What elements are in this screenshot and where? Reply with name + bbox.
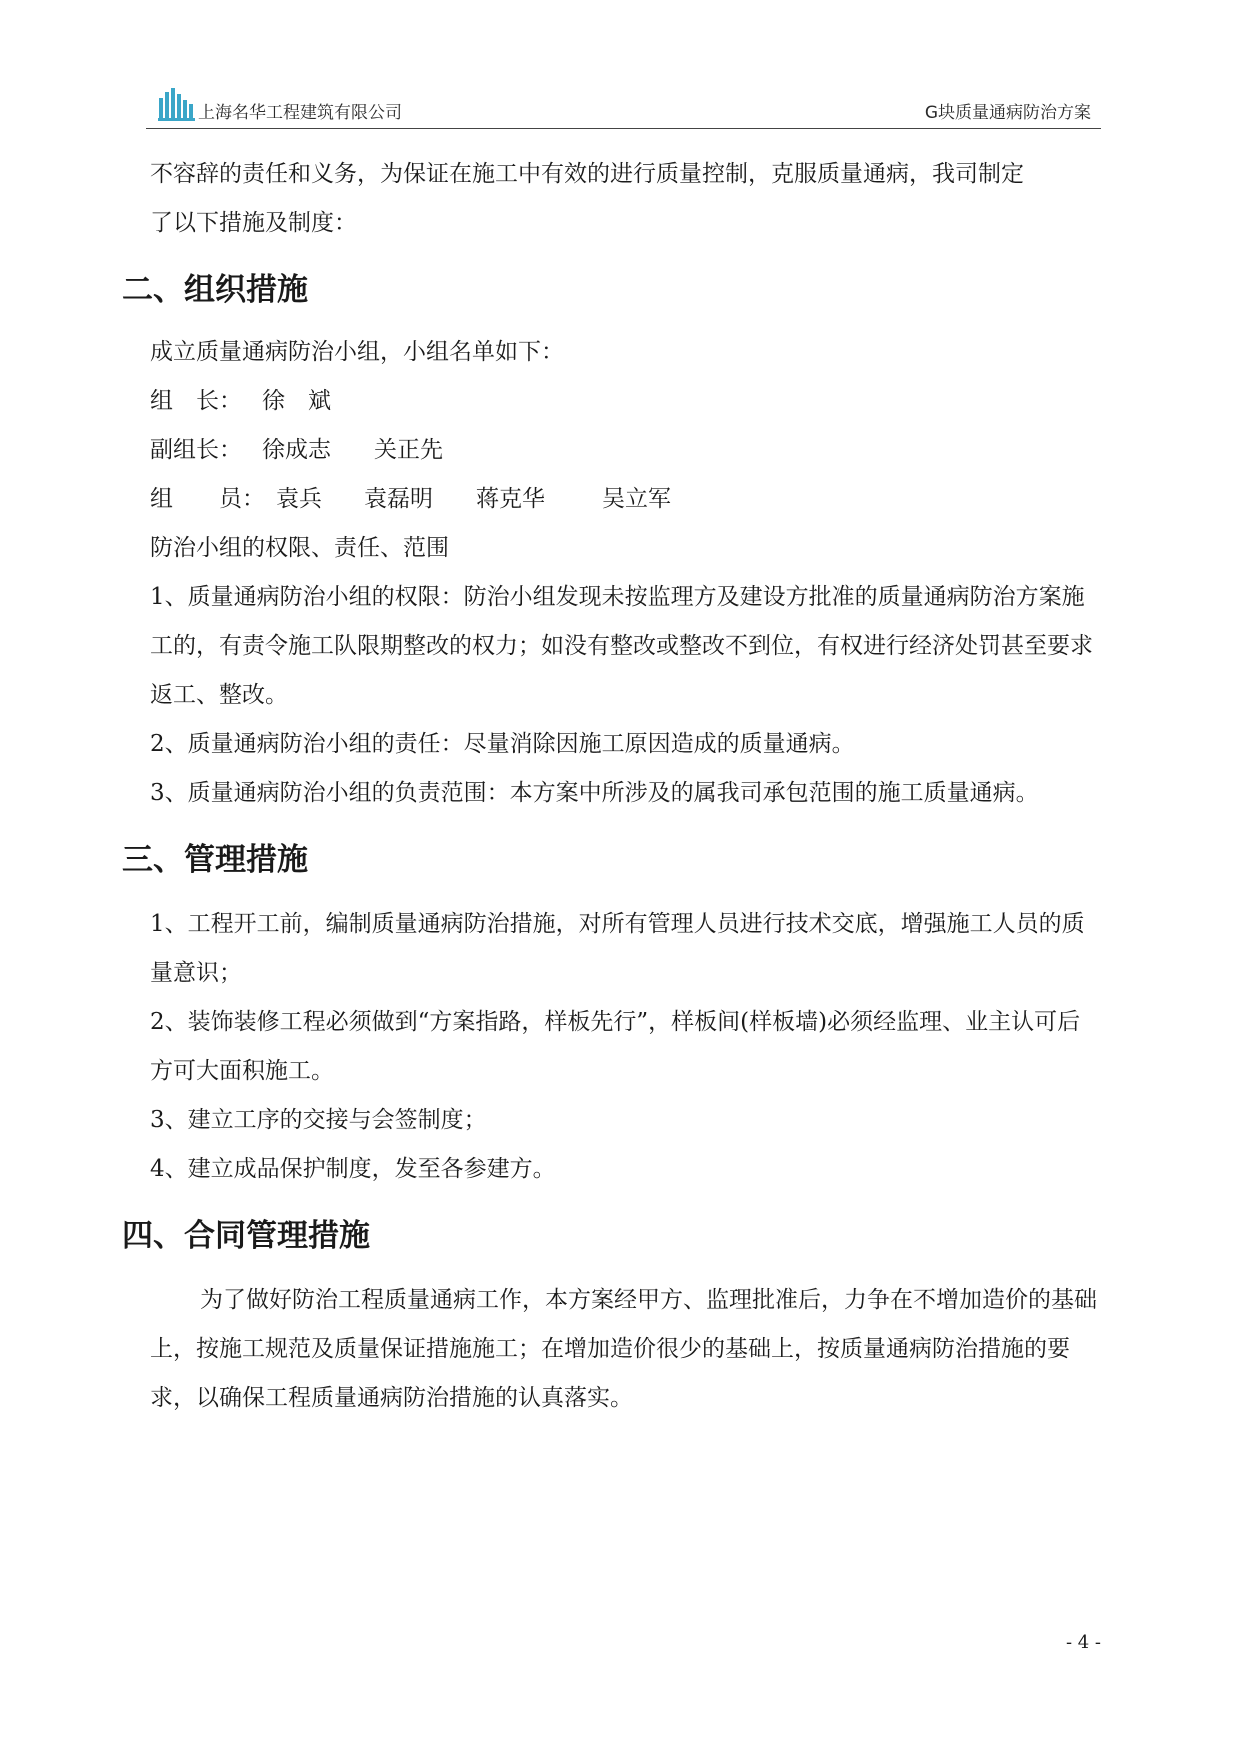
leader-label: 组 长：: [150, 388, 242, 414]
intro-line-1: 不容辞的责任和义务，为保证在施工中有效的进行质量控制，克服质量通病，我司制定: [150, 161, 1024, 187]
document-title: G块质量通病防治方案: [924, 103, 1091, 123]
section-heading-management: 三、管理措施: [122, 842, 308, 878]
deputy-label: 副组长：: [150, 437, 242, 463]
page-body: [122, 150, 1100, 1423]
company-name: 上海名华工程建筑有限公司: [198, 103, 402, 123]
team-leader-row: [150, 377, 1100, 426]
section-heading-contract: 四、合同管理措施: [122, 1218, 370, 1254]
member-label: 组 员：: [150, 486, 265, 512]
team-intro: 成立质量通病防治小组，小组名单如下：: [150, 339, 564, 365]
page-number: - 4 -: [1065, 1632, 1101, 1653]
org-item-3: 3、质量通病防治小组的负责范围：本方案中所涉及的属我司承包范围的施工质量通病。: [150, 780, 1039, 806]
mgmt-item-4: 4、建立成品保护制度，发至各参建方。: [150, 1156, 556, 1182]
contract-paragraph: 为了做好防治工程质量通病工作，本方案经甲方、监理批准后，力争在不增加造价的基础上，按施工规范及质量保证措施施工；在增加造价很少的基础上，按质量通病防治措施的要求，以确保工程质量通病防治措施的认真落实。: [150, 1287, 1097, 1411]
mgmt-item-3: 3、建立工序的交接与会签制度；: [150, 1107, 487, 1133]
leader-name: 徐 斌: [262, 388, 331, 414]
member-name: 袁兵: [276, 486, 322, 512]
team-deputy-row: [150, 426, 1100, 475]
mgmt-item-1: 1、工程开工前，编制质量通病防治措施，对所有管理人员进行技术交底，增强施工人员的质量意识；: [150, 911, 1085, 986]
org-item-1: 1、质量通病防治小组的权限：防治小组发现未按监理方及建设方批准的质量通病防治方案施工的，有责令施工队限期整改的权力；如没有整改或整改不到位，有权进行经济处罚甚至要求返工、整改。: [150, 584, 1093, 708]
member-name: 蒋克华: [476, 486, 545, 512]
building-bars-logo: [158, 88, 196, 122]
member-name: 吴立军: [602, 486, 671, 512]
member-name: 袁磊明: [364, 486, 433, 512]
mgmt-item-2: 2、装饰装修工程必须做到“方案指路，样板先行”，样板间(样板墙)必须经监理、业主认可后方可大面积施工。: [150, 1009, 1081, 1084]
deputy-name: 徐成志: [262, 437, 331, 463]
deputy-name: 关正先: [374, 437, 443, 463]
page-header: [146, 88, 1101, 129]
team-members-row: [150, 475, 1100, 524]
section-heading-organization: 二、组织措施: [122, 272, 308, 308]
org-item-2: 2、质量通病防治小组的责任：尽量消除因施工原因造成的质量通病。: [150, 731, 855, 757]
scope-title: 防治小组的权限、责任、范围: [150, 535, 449, 561]
intro-line-2: 了以下措施及制度：: [150, 210, 357, 236]
